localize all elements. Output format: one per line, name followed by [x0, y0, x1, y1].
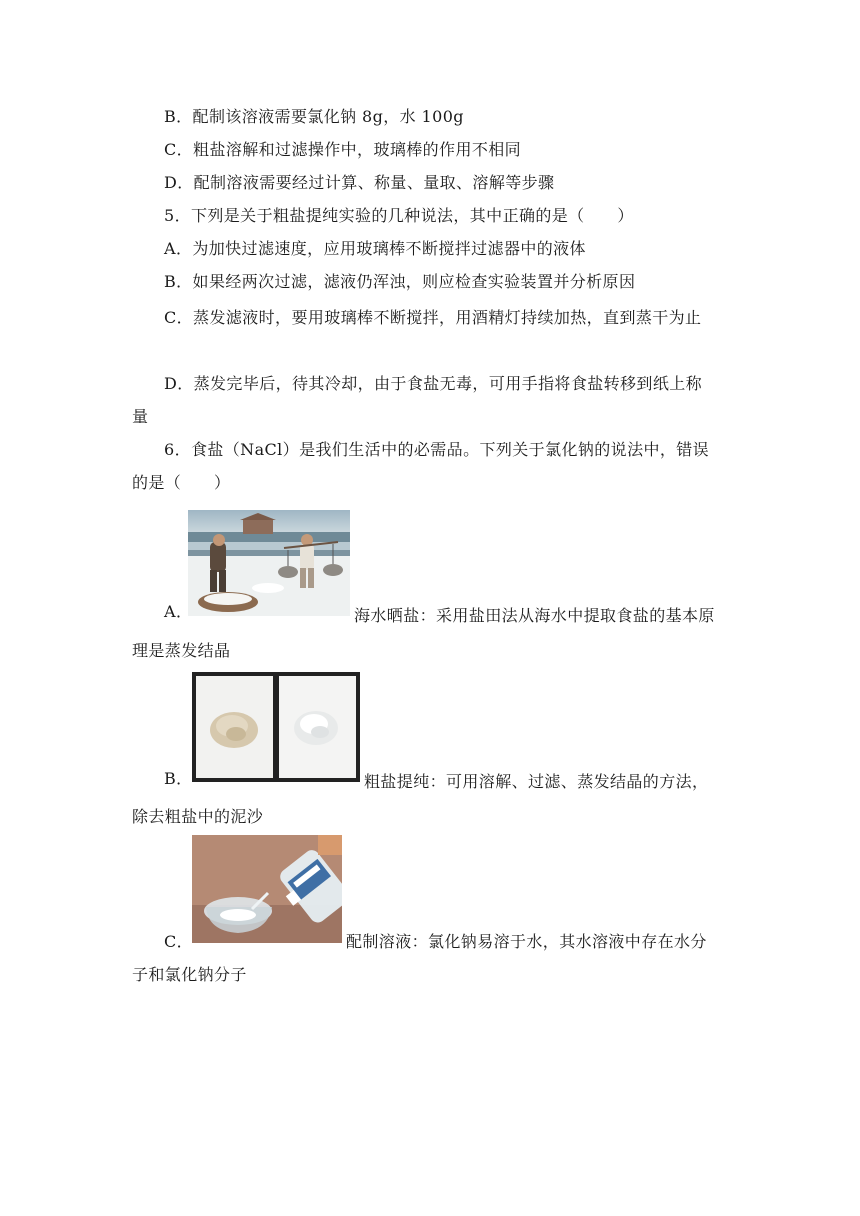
q6-option-b-text-line1: 粗盐提纯：可用溶解、过滤、蒸发结晶的方法， — [364, 772, 709, 791]
q6-option-a-label: A． — [164, 602, 193, 621]
q4-option-b: B．配制该溶液需要氯化钠 8g，水 100g — [164, 107, 464, 126]
q6-option-b-text-line2: 除去粗盐中的泥沙 — [132, 807, 264, 826]
q6-option-c-text-line1: 配制溶液：氯化钠易溶于水，其水溶液中存在水分 — [346, 932, 707, 951]
q5-option-a: A．为加快过滤速度，应用玻璃棒不断搅拌过滤器中的液体 — [164, 239, 586, 258]
q5-option-d-line1: D．蒸发完毕后，待其冷却，由于食盐无毒，可用手指将食盐转移到纸上称 — [164, 374, 703, 393]
salt-field-photo — [188, 510, 350, 616]
q6-option-a-text-line2: 理是蒸发结晶 — [132, 641, 231, 660]
q6-option-b-label: B． — [164, 769, 193, 788]
q5-option-b: B．如果经两次过滤，滤液仍浑浊，则应检查实验装置并分析原因 — [164, 272, 636, 291]
q5-option-c: C．蒸发滤液时，要用玻璃棒不断搅拌，用酒精灯持续加热，直到蒸干为止 — [164, 308, 702, 327]
q6-option-a-text-line1: 海水晒盐：采用盐田法从海水中提取食盐的基本原 — [354, 606, 715, 625]
q6-stem-line2: 的是（ ） — [132, 473, 231, 492]
q4-option-d: D．配制溶液需要经过计算、称量、量取、溶解等步骤 — [164, 173, 555, 192]
q5-stem: 5．下列是关于粗盐提纯实验的几种说法，其中正确的是（ ） — [164, 206, 634, 225]
q6-stem-line1: 6．食盐（NaCl）是我们生活中的必需品。下列关于氯化钠的说法中，错误 — [164, 440, 710, 459]
q5-option-d-line2: 量 — [132, 407, 149, 426]
crude-vs-refined-salt-photo — [192, 672, 360, 782]
q6-option-c-label: C． — [164, 932, 194, 951]
dissolving-salt-photo — [192, 835, 342, 943]
q6-option-c-text-line2: 子和氯化钠分子 — [132, 965, 247, 984]
q4-option-c: C．粗盐溶解和过滤操作中，玻璃棒的作用不相同 — [164, 140, 522, 159]
